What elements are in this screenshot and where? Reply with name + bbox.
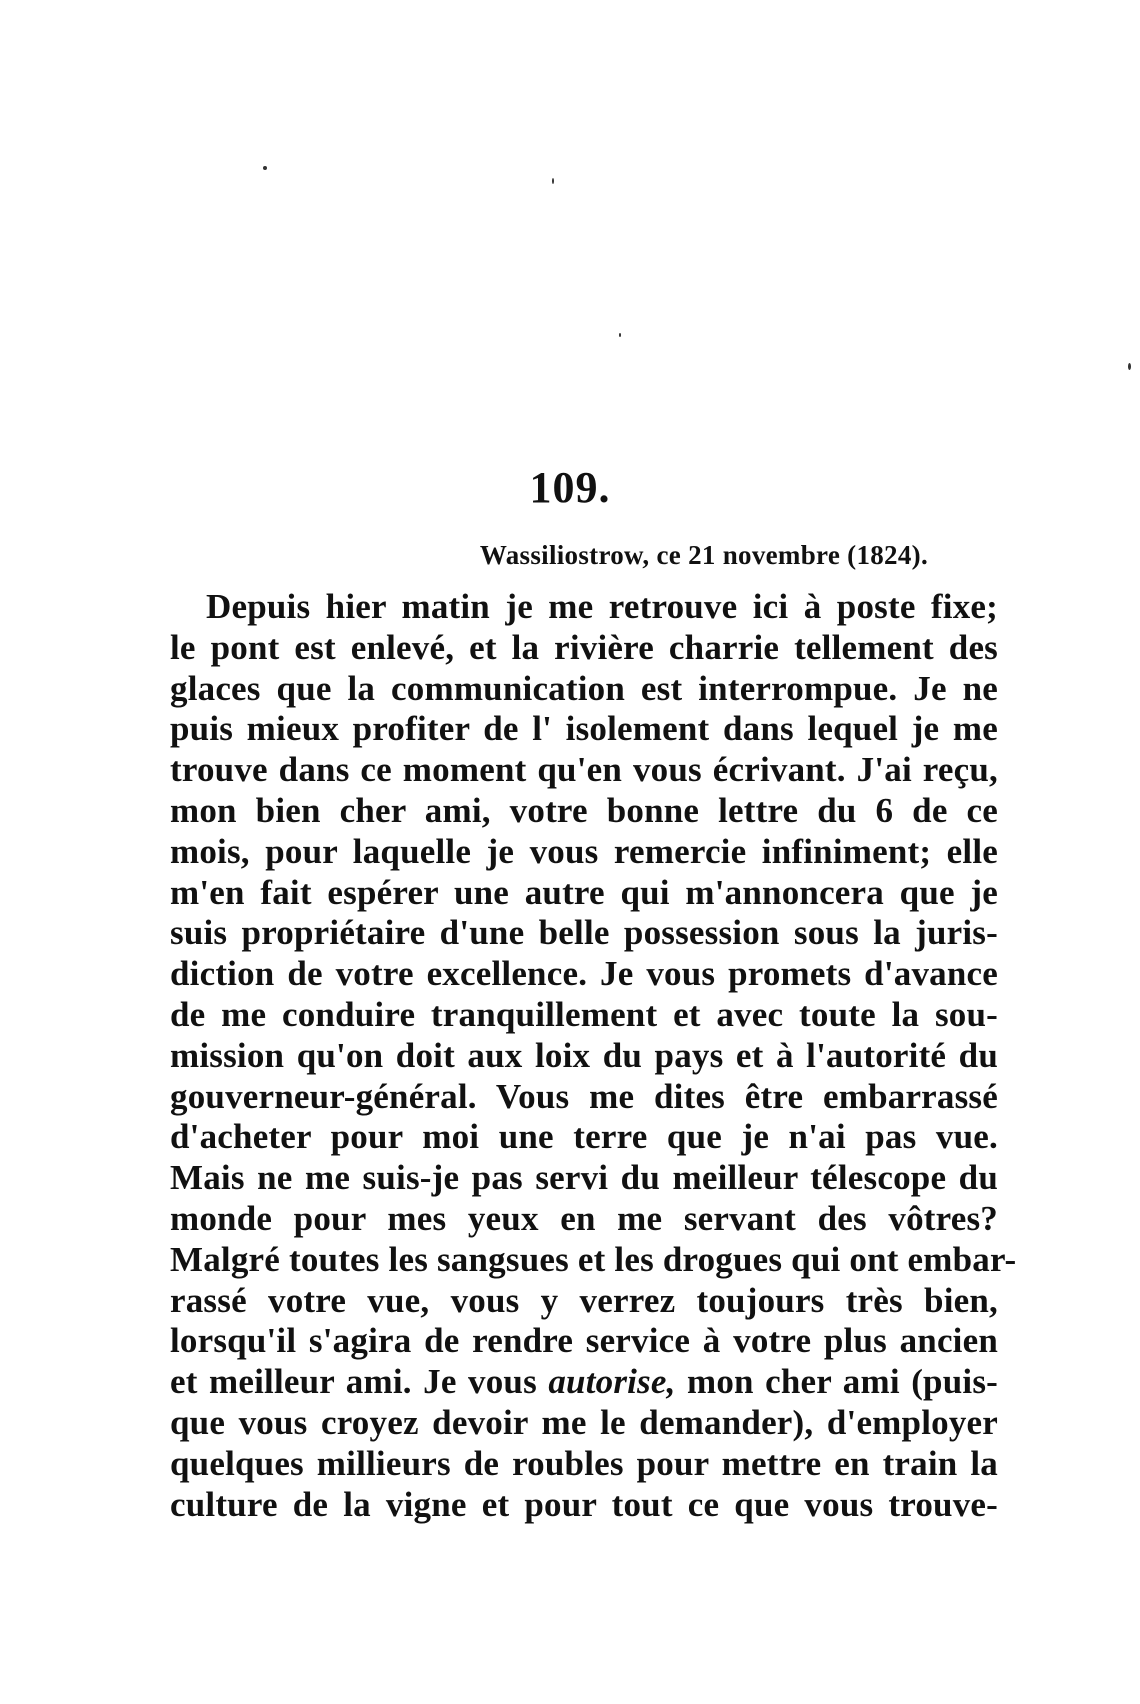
text-line: mon bien cher ami, votre bonne lettre du 6 de ce xyxy=(170,790,998,830)
scan-speck xyxy=(1128,363,1131,370)
text-segment: et meilleur ami. Je vous xyxy=(170,1362,549,1402)
text-line: d'acheter pour moi une terre que je n'ai pas vue. xyxy=(170,1117,998,1157)
text-line: suis propriétaire d'une belle possession sous la juris- xyxy=(170,913,998,953)
text-line: glaces que la communication est interrompue. Je ne xyxy=(170,668,998,708)
text-line: Depuis hier matin je me retrouve ici à poste fixe; xyxy=(206,587,998,626)
text-line: que vous croyez devoir me le demander), d'employer xyxy=(170,1402,998,1442)
italic-word: autorise, xyxy=(548,1362,676,1402)
text-line: le pont est enlevé, et la rivière charrie tellement des xyxy=(170,627,998,667)
text-segment: mon cher ami (puis- xyxy=(675,1362,998,1402)
text-line: m'en fait espérer une autre qui m'annoncera que je xyxy=(170,872,998,912)
text-line: diction de votre excellence. Je vous promets d'avance xyxy=(170,954,998,994)
text-line: mois, pour laquelle je vous remercie infiniment; elle xyxy=(170,831,998,871)
scan-speck xyxy=(619,333,621,337)
text-line: gouverneur-général. Vous me dites être embarrassé xyxy=(170,1076,998,1116)
text-line: quelques millieurs de roubles pour mettre en train la xyxy=(170,1443,998,1483)
dateline: Wassiliostrow, ce 21 novembre (1824). xyxy=(479,540,928,570)
text-line: puis mieux profiter de l' isolement dans lequel je me xyxy=(170,709,998,749)
letter-number: 109. xyxy=(529,463,611,512)
scan-speck xyxy=(263,166,267,170)
text-line: monde pour mes yeux en me servant des vôtres? xyxy=(170,1198,998,1238)
text-line: trouve dans ce moment qu'en vous écrivant. J'ai reçu, xyxy=(170,750,998,790)
text-line: rassé votre vue, vous y verrez toujours très bien, xyxy=(170,1280,998,1320)
letter-body xyxy=(170,587,1017,1525)
text-line: Malgré toutes les sangsues et les drogues qui ont embar- xyxy=(170,1239,1017,1279)
text-line: lorsqu'il s'agira de rendre service à votre plus ancien xyxy=(170,1321,998,1361)
text-line: Mais ne me suis-je pas servi du meilleur télescope du xyxy=(170,1158,998,1198)
scan-speck xyxy=(552,178,554,184)
text-line: mission qu'on doit aux loix du pays et à l'autorité du xyxy=(170,1035,998,1075)
text-line: de me conduire tranquillement et avec toute la sou- xyxy=(170,994,998,1034)
text-line: culture de la vigne et pour tout ce que vous trouve- xyxy=(170,1484,998,1524)
text-line-with-italic xyxy=(170,1362,998,1403)
